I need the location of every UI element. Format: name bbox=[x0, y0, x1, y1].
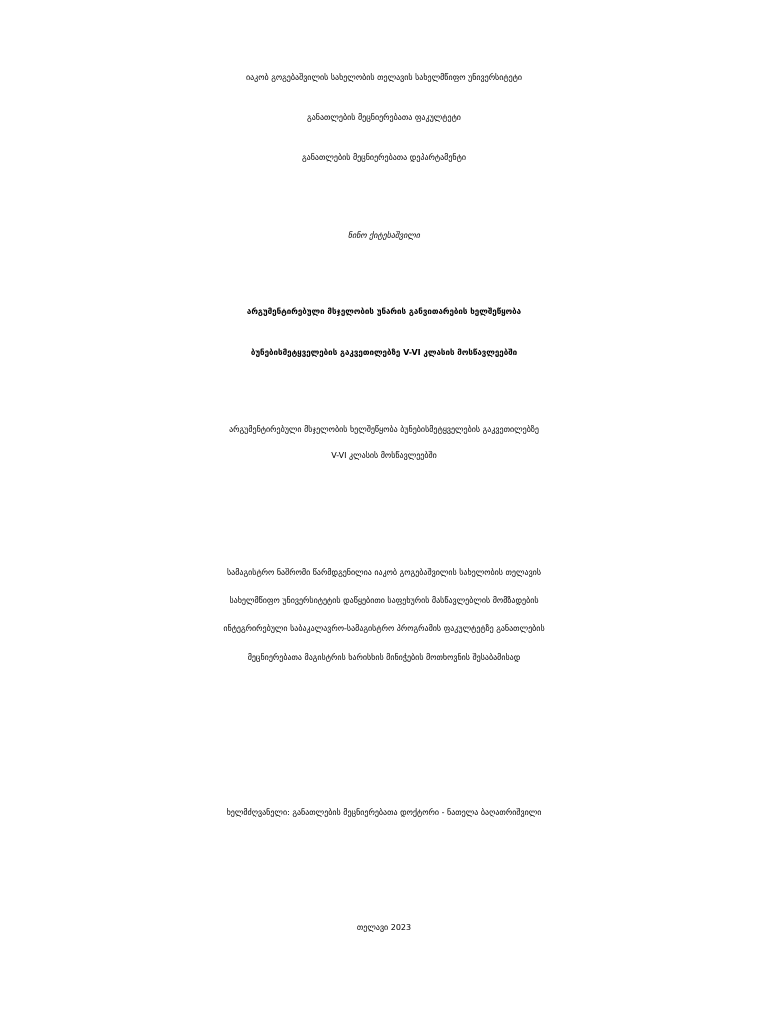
description-line-2: სახელმწიფო უნივერსიტეტის დაწყებითი საფეხურის მასწავლებლის მომზადების bbox=[229, 596, 539, 605]
place-and-year: თელავი 2023 bbox=[356, 923, 412, 932]
description-line-4: მეცნიერებათა მაგისტრის ხარისხის მინიჭების მოთხოვნის შესაბამისად bbox=[247, 653, 521, 662]
subtitle-line-1: არგუმენტირებული მსჯელობის ხელშეწყობა ბუნებისმეტყველების გაკვეთილებზე bbox=[229, 425, 539, 434]
thesis-title-line-2: ბუნებისმეტყველების გაკვეთილებზე V-VI კლასის მოსწავლეებში bbox=[250, 348, 518, 357]
faculty-name: განათლების მეცნიერებათა ფაკულტეტი bbox=[307, 113, 461, 122]
description-line-1: სამაგისტრო ნაშრომი წარმდგენილია იაკობ გოგებაშვილის სახელობის თელავის bbox=[226, 568, 541, 577]
description-line-3: ინტეგრირებული საბაკალავრო-სამაგისტრო პროგრამის ფაკულტეტზე განათლების bbox=[223, 624, 545, 633]
supervisor-line: ხელმძღვანელი: განათლების მეცნიერებათა დოქტორი - ნათელა ბაღათრიშვილი bbox=[226, 808, 542, 817]
subtitle-line-2: V-VI კლასის მოსწავლეებში bbox=[331, 451, 437, 460]
department-name: განათლების მეცნიერებათა დეპარტამენტი bbox=[302, 153, 466, 162]
author-name: ნინო ქიტესაშვილი bbox=[347, 231, 421, 240]
university-name: იაკობ გოგებაშვილის სახელობის თელავის სახელმწიფო უნივერსიტეტი bbox=[245, 73, 523, 82]
thesis-title-line-1: არგუმენტირებული მსჯელობის უნარის განვითარების ხელშეწყობა bbox=[246, 307, 522, 316]
